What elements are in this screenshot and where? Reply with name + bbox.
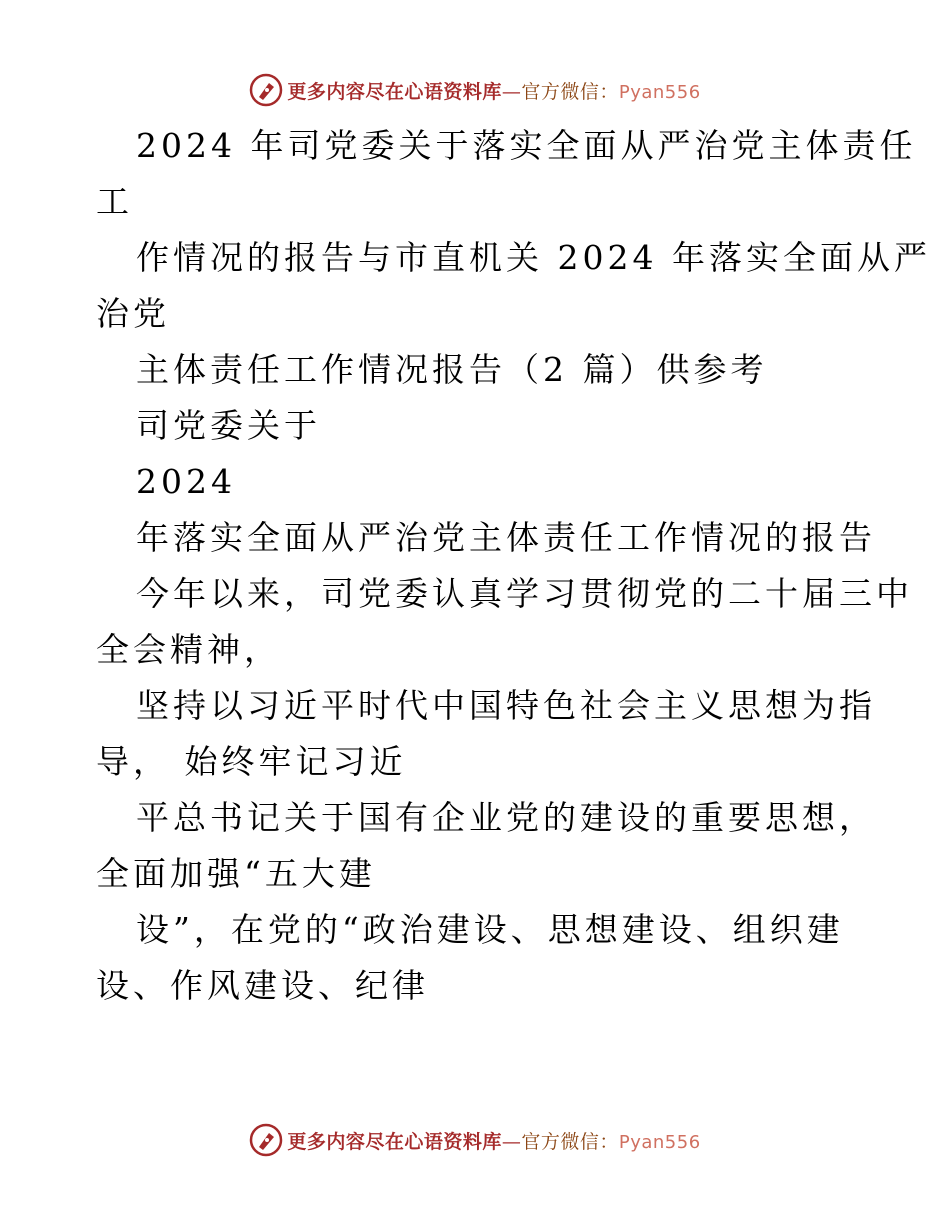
header-watermark [0,70,950,110]
text-line: 全面加强“五大建 [96,854,376,893]
text-line: 工 [96,182,133,221]
text-line: 2024 [136,462,236,501]
text-line: 设”，在党的“政治建设、思想建设、组织建 [136,910,844,949]
watermark-text: 更多内容尽在心语资料库—官方微信：Pyan556 [287,80,701,103]
text-line: 作情况的报告与市直机关 2024 年落实全面从严 [136,238,931,277]
watermark-text: 更多内容尽在心语资料库—官方微信：Pyan556 [287,1130,701,1153]
text-line: 年落实全面从严治党主体责任工作情况的报告 [136,518,876,557]
text-line: 导， 始终牢记习近 [96,742,407,781]
text-line: 坚持以习近平时代中国特色社会主义思想为指 [136,686,876,725]
text-line: 今年以来，司党委认真学习贯彻党的二十届三中 [136,574,913,613]
text-line: 司党委关于 [136,406,321,445]
text-line: 治党 [96,294,170,333]
text-line: 全会精神， [96,630,281,669]
pen-nib-circle-icon [249,73,283,107]
document-body [96,118,931,1014]
text-line: 主体责任工作情况报告（2 篇）供参考 [136,350,768,389]
text-line: 设、作风建设、纪律 [96,966,429,1005]
footer-watermark [0,1120,950,1160]
text-line: 2024 年司党委关于落实全面从严治党主体责任 [136,126,917,165]
pen-nib-circle-icon [249,1123,283,1157]
text-line: 平总书记关于国有企业党的建设的重要思想， [136,798,876,837]
